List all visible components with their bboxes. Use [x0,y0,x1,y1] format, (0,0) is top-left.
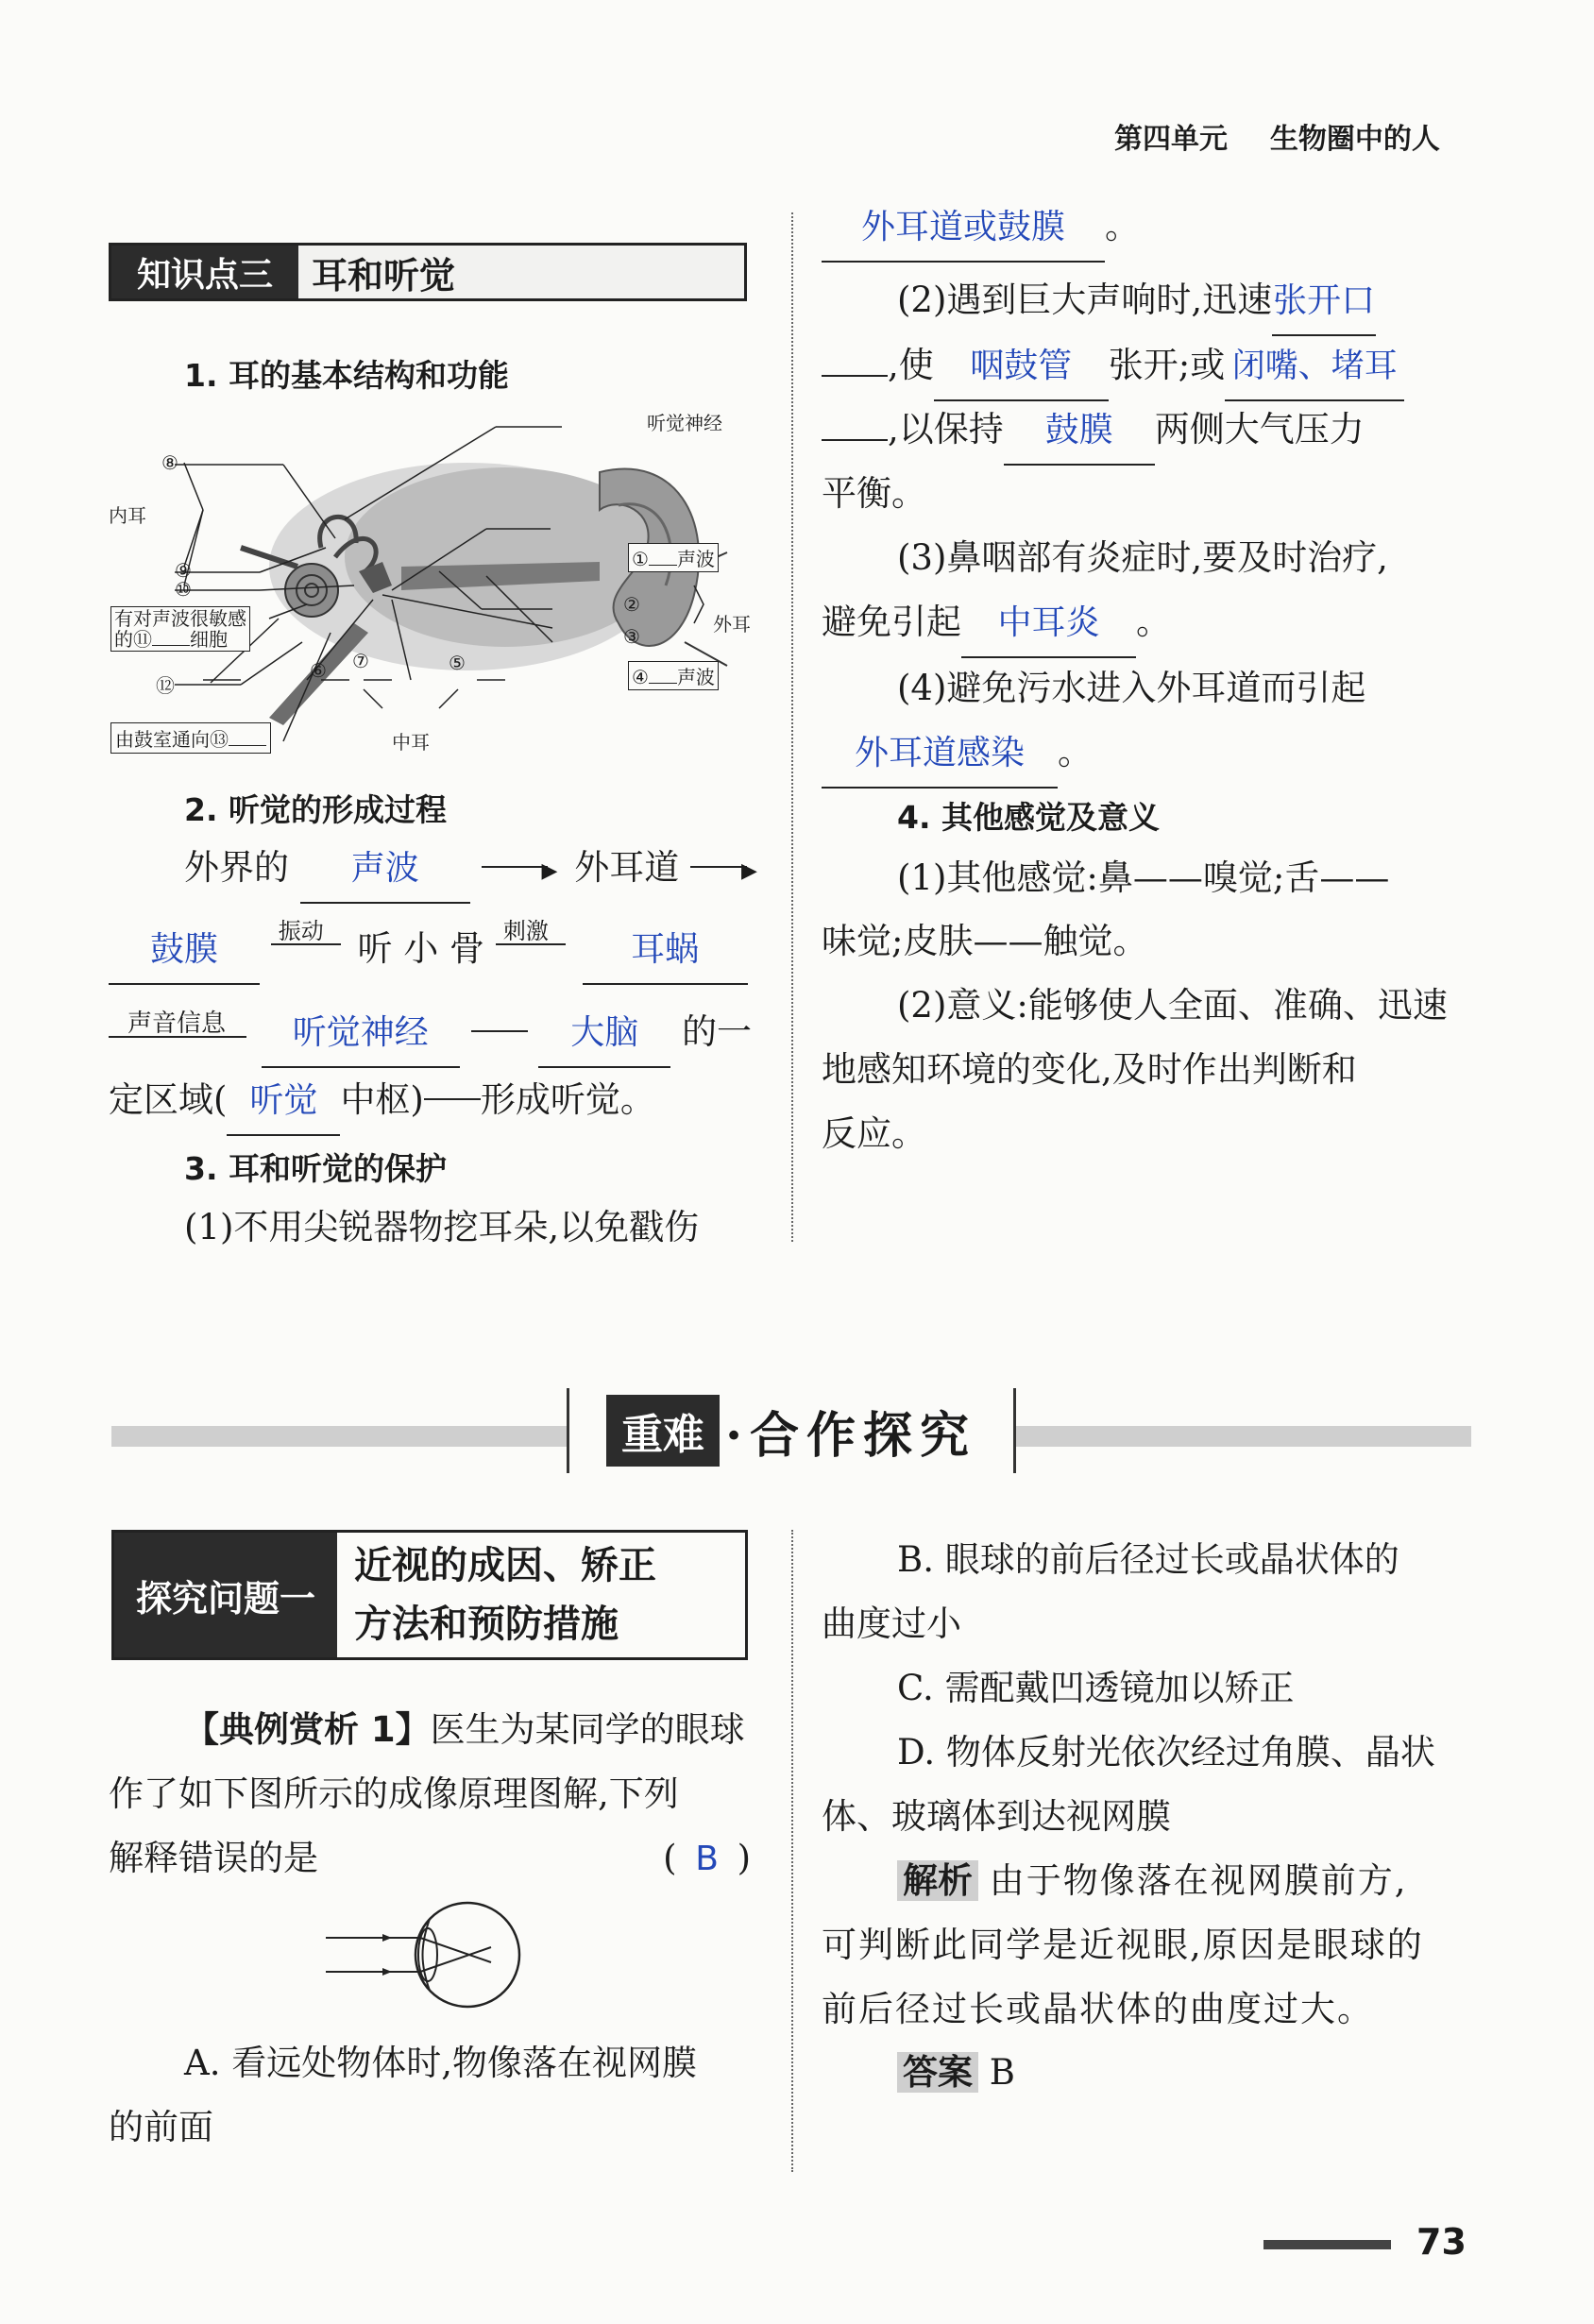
example-q-line2: 作了如下图所示的成像原理图解,下列 [109,1773,679,1814]
label-inner-ear: 内耳 [109,504,146,527]
subsection-1-title: 1. 耳的基本结构和功能 [184,357,509,394]
section-tag: 知识点三 [111,246,298,298]
protection-p2-line4: 平衡。 [822,473,926,514]
hearing-line-4: 定区域( 听觉 中枢) 形成听觉。 [109,1067,655,1136]
option-d-line1: D. 物体反射光依次经过角膜、晶状 [897,1732,1435,1773]
senses-p2-line3: 反应。 [822,1113,926,1154]
hearing-line-2: 鼓膜 振动 听 小 骨 刺激 耳蜗 [109,916,751,985]
eye-diagram [326,1898,534,2011]
label-10: ⑩ [175,578,192,601]
arrow-4 [424,1098,481,1100]
column-divider-top [791,212,793,1242]
subsection-3-title: 3. 耳和听觉的保护 [184,1150,447,1187]
inquiry-title-line1: 近视的成因、矫正 [354,1544,656,1587]
label-outer-ear: 外耳 [713,613,751,636]
sensitive-box-line2: 的⑪ 细胞 [114,628,228,651]
page-number: 73 [1416,2221,1467,2263]
sensitive-box-line1: 有对声波很敏感 [114,607,246,630]
label-middle-ear: 中耳 [392,731,430,754]
label-8: ⑧ [161,451,178,474]
example-q-line1: 【典例赏析 1】医生为某同学的眼球 [184,1709,745,1750]
option-b-line2: 曲度过小 [822,1603,961,1644]
tube-box: 由鼓室通向⑬ [110,722,271,754]
ear-illustration [109,406,751,755]
answer-brain: 大脑 [538,1000,670,1068]
unit-label: 第四单元 [1114,123,1228,156]
label-6: ⑥ [310,659,327,682]
subsection-4-title: 4. 其他感觉及意义 [897,799,1160,836]
answer-cochlea: 耳蜗 [583,917,748,985]
protection-p1-cont: 外耳道或鼓膜 。 [822,194,1140,263]
column-divider-bottom [791,1530,793,2172]
arrow-1 [482,866,548,868]
label-12: ⑫ [156,674,175,697]
answer-tag: 答案 [897,2052,978,2093]
analysis-line3: 前后径过长或晶状体的曲度过大。 [822,1989,1374,2029]
sound-wave-box-4: ④ 声波 [628,661,719,690]
label-3: ③ [623,625,640,648]
option-b-line1: B. 眼球的前后径过长或晶状体的 [897,1539,1399,1580]
subsection-2-title: 2. 听觉的形成过程 [184,791,447,828]
hearing-line-1: 外界的 声波 ▶ 外耳道 ▶ [184,835,763,907]
answer-value: B [989,2052,1015,2093]
arrow-2 [690,866,747,868]
banner-title: ·合作探究 [724,1406,977,1465]
answer-eardrum-2: 鼓膜 [1004,398,1155,466]
analysis-line1: 解析 由于物像落在视网膜前方, [897,1848,1408,1914]
sensitive-cells-box [110,606,250,652]
option-a-line2: 的前面 [109,2107,213,2147]
protection-p4-line1: (4)避免污水进入外耳道而引起 [897,668,1366,708]
label-9: ⑨ [175,559,192,582]
label-2: ② [623,593,640,616]
chapter-label: 生物圈中的人 [1269,123,1440,156]
answer-choice-hw: B [695,1840,719,1878]
arrow-vibration: 振动 [271,923,347,960]
arrow-3 [471,1030,528,1032]
label-5: ⑤ [449,652,466,674]
protection-p3-line2: 避免引起 中耳炎 。 [822,589,1171,658]
running-header [1114,115,1440,157]
answer-eardrum: 鼓膜 [109,917,260,985]
answer-sound-wave: 声波 [300,836,470,904]
answer-open-mouth: 张开口 [1272,268,1376,336]
senses-p2-line1: (2)意义:能够使人全面、准确、迅速 [897,985,1448,1026]
answer-canal-infection: 外耳道感染 [822,721,1058,789]
protection-p4-line2: 外耳道感染 。 [822,720,1093,789]
senses-p1-line1: (1)其他感觉:鼻——嗅觉;舌—— [897,857,1390,898]
option-c: C. 需配戴凹透镜加以矫正 [897,1668,1295,1708]
ear-diagram [109,406,751,755]
protection-p1: (1)不用尖锐器物挖耳朵,以免戳伤 [184,1207,700,1247]
answer-hearing: 听觉 [227,1068,340,1136]
answer-otitis-media: 中耳炎 [961,590,1136,658]
inquiry-tag: 探究问题一 [114,1533,337,1657]
section-title: 耳和听觉 [298,246,744,298]
option-d-line2: 体、玻璃体到达视网膜 [822,1796,1171,1837]
answer-canal-or-eardrum: 外耳道或鼓膜 [822,195,1105,263]
protection-p3-line1: (3)鼻咽部有炎症时,要及时治疗, [897,537,1388,578]
sound-wave-box-1: ① 声波 [628,543,719,572]
answer-close-mouth: 闭嘴、堵耳 [1225,333,1404,401]
option-a-line1: A. 看远处物体时,物像落在视网膜 [184,2043,698,2083]
senses-p2-line2: 地感知环境的变化,及时作出判断和 [822,1049,1357,1090]
analysis-tag: 解析 [897,1860,978,1901]
inquiry-title [337,1533,745,1657]
inquiry-title-line2: 方法和预防措施 [354,1603,619,1646]
analysis-line2: 可判断此同学是近视眼,原因是眼球的 [822,1925,1424,1965]
example-label: 【典例赏析 1】 [184,1709,431,1750]
answer-line [897,2040,1015,2106]
banner [567,1388,1016,1473]
answer-eustachian-tube: 咽鼓管 [934,333,1109,401]
arrow-sound-info: 声音信息 [109,1006,250,1043]
protection-p2-line1: (2)遇到巨大声响时,迅速张开口 [897,267,1376,336]
footer-bar [1263,2240,1391,2249]
answer-paren: ( B ) [663,1825,751,1892]
senses-p1-line2: 味觉;皮肤——触觉。 [822,921,1148,961]
answer-auditory-nerve: 听觉神经 [262,1000,460,1068]
section-header [109,243,747,301]
banner-tag: 重难 [606,1395,720,1467]
hearing-line-3: 声音信息 听觉神经 大脑 的一 [109,999,760,1068]
inquiry-header [111,1530,748,1660]
example-q-line3: 解释错误的是 ( B ) [109,1825,751,1891]
arrow-stimulus: 刺激 [496,923,571,960]
label-7: ⑦ [352,650,369,672]
protection-p2-line3: ,以保持 鼓膜 两侧大气压力 [822,397,1365,466]
label-auditory-nerve: 听觉神经 [647,412,722,434]
protection-p2-line2: ,使 咽鼓管 张开;或 闭嘴、堵耳 [822,332,1404,401]
